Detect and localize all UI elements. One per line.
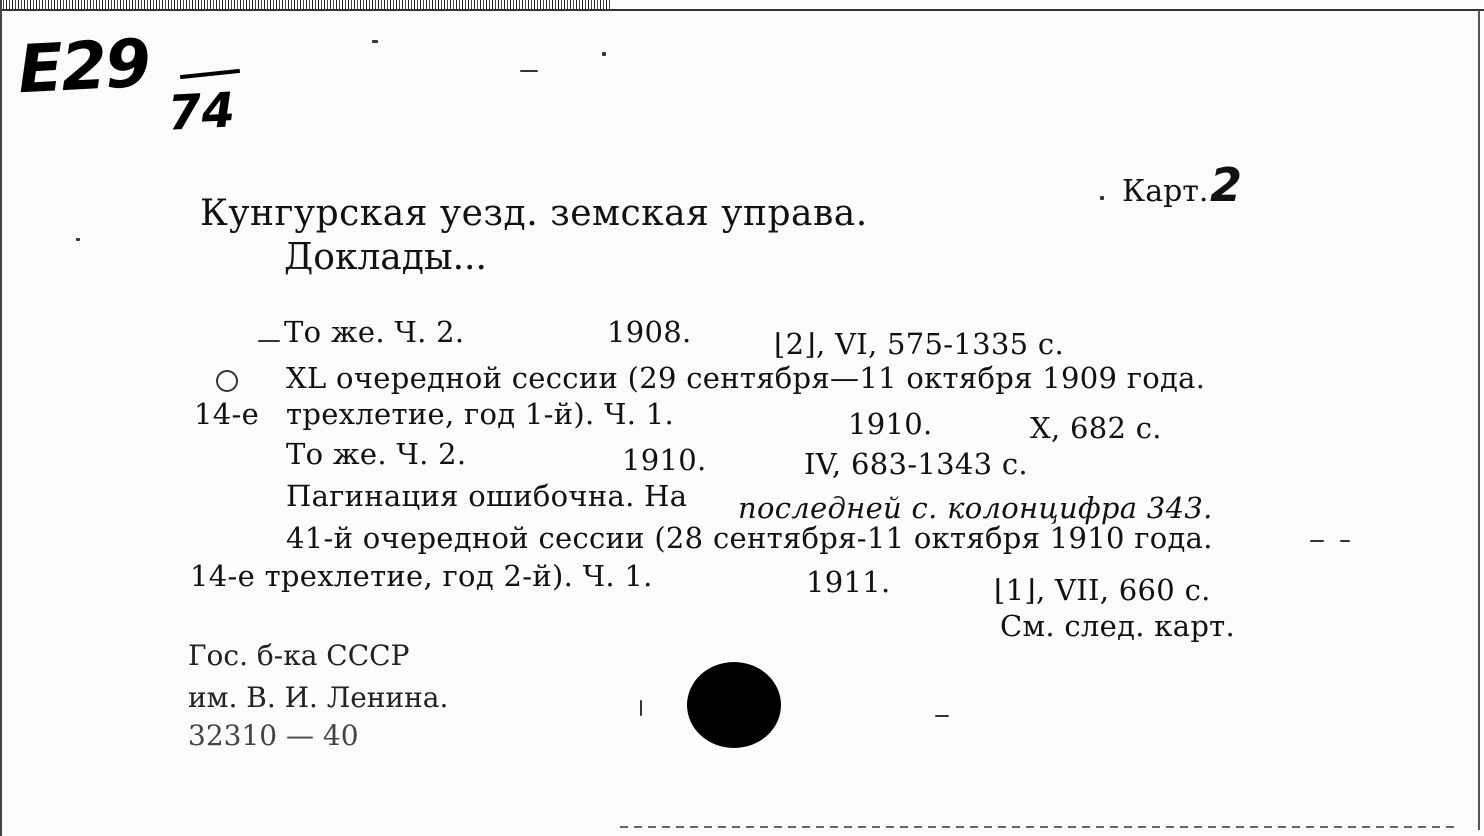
entry-line: 1911. — [806, 565, 891, 599]
entry-line-italic: последней с. колонцифра 343. — [738, 491, 1213, 525]
entry-line: XL очередной сессии (29 сентября—11 октября 1909 года. — [286, 361, 1206, 395]
entry-line: 41-й очередной сессии (28 сентября-11 октября 1910 года. — [286, 521, 1213, 555]
bottom-border — [620, 826, 1460, 828]
right-border — [1478, 10, 1480, 830]
punch-hole — [687, 662, 781, 748]
entry-line: X, 682 с. — [1030, 411, 1162, 445]
scan-speck — [76, 238, 80, 241]
shelf-mark-sub: 74 — [166, 82, 237, 142]
scan-speck — [372, 40, 378, 43]
card-label: Карт. — [1122, 174, 1209, 209]
scan-speck — [640, 700, 642, 716]
scan-speck — [1100, 196, 1104, 200]
entry-line: 1910. — [622, 443, 707, 477]
entry-line: То же. Ч. 2. — [286, 437, 467, 471]
entry-line: 1908. — [607, 315, 692, 349]
entry-line: IV, 683-1343 с. — [804, 447, 1028, 481]
scan-speck — [602, 52, 606, 56]
entry-heading: Кунгурская уезд. земская управа. — [200, 193, 868, 234]
entry-line: трехлетие, год 1-й). Ч. 1. — [286, 397, 675, 431]
card-number: 2 — [1210, 158, 1243, 212]
library-imprint-line: Гос. б-ка СССР — [188, 639, 410, 672]
left-border — [0, 0, 2, 836]
entry-line: 14-е — [194, 397, 260, 431]
scan-speck — [1340, 540, 1350, 542]
scan-speck — [520, 70, 538, 72]
scan-speck — [258, 340, 280, 342]
shelf-mark-bar — [180, 69, 240, 79]
top-border — [0, 9, 1484, 11]
entry-line: ⌊2⌋, VI, 575-1335 с. — [774, 327, 1064, 361]
scan-speck — [216, 370, 238, 392]
scan-speck — [1310, 540, 1324, 542]
library-imprint-line: им. В. И. Ленина. — [188, 681, 449, 714]
entry-line: ⌊1⌋, VII, 660 с. — [994, 573, 1211, 607]
scan-speck — [935, 715, 949, 717]
see-next-card: См. след. карт. — [1000, 609, 1236, 643]
entry-line: То же. Ч. 2. — [284, 315, 465, 349]
entry-line: 14-е трехлетие, год 2-й). Ч. 1. — [190, 559, 653, 593]
entry-line: 1910. — [848, 407, 933, 441]
entry-subheading: Доклады... — [284, 237, 487, 278]
shelf-mark: E29 — [16, 24, 151, 109]
entry-line: Пагинация ошибочна. На — [286, 479, 688, 513]
library-imprint-line: 32310 — 40 — [188, 719, 359, 752]
